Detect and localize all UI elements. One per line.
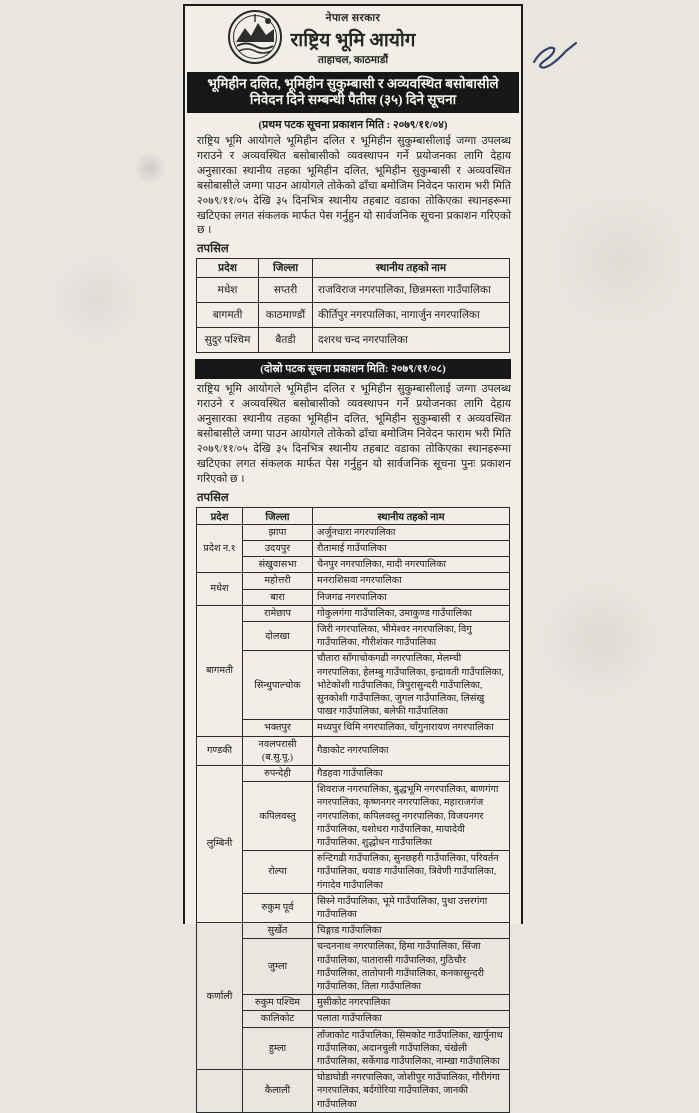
province-cell: प्रदेश न.१ [197, 524, 243, 573]
locals-cell: गैडहवा गाउँपालिका [313, 765, 510, 781]
table-row [197, 893, 510, 922]
pen-check-mark [528, 38, 590, 86]
district-cell: काठमाण्डौं [259, 303, 313, 328]
locals-cell: चिङ्गाड गाउँपालिका [313, 923, 510, 939]
locals-cell: दशरथ चन्द नगरपालिका [313, 328, 510, 353]
table-row [197, 765, 510, 781]
district-cell: महोत्तरी [243, 573, 313, 589]
district-cell: सिन्धुपाल्चोक [243, 651, 313, 720]
table-row [197, 651, 510, 720]
province-cell: मधेश [197, 573, 243, 605]
district-cell: बारा [243, 589, 313, 605]
table-row [197, 720, 510, 736]
district-cell: भक्तपुर [243, 720, 313, 736]
locals-cell: गोकुलगंगा गाउँपालिका, उमाकुण्ड गाउँपालिका [313, 605, 510, 621]
first-publication-date-line: (प्रथम पटक सूचना प्रकाशन मिति : २०७९/११/०४) [258, 119, 448, 131]
locals-cell: ताँजाकोट गाउँपालिका, सिमकोट गाउँपालिका, खार्पुनाथ गाउँपालिका, अदानचुली गाउँपालिका, चंखेली गाउँपालिका, सर्केगाढ गाउँपालिका, नाम्खा गाउँपालिका [313, 1027, 510, 1070]
district-cell: झापा [243, 524, 313, 540]
table-row [197, 540, 510, 556]
district-cell: सुर्खेत [243, 923, 313, 939]
notice-document [183, 4, 523, 1110]
organization-name: राष्ट्रिय भूमि आयोग [290, 30, 416, 51]
table-row [197, 328, 510, 353]
locals-cell: मुसीकोट नगरपालिका [313, 995, 510, 1011]
table-row [197, 782, 510, 851]
locals-cell: शिवराज नगरपालिका, बुद्धभूमि नगरपालिका, बाणगंगा नगरपालिका, कृष्णनगर नगरपालिका, महाराजगंज नगरपालिका, कपिलवस्तु नगरपालिका, विजयनगर गाउँपालिका, यशोधरा गाउँपालिका, मायादेवी गाउँपालिका, शुद्धोधन गाउँपालिका [313, 782, 510, 851]
province-cell: गण्डकी [197, 736, 243, 765]
local-level-header: स्थानीय तहको नाम [313, 507, 510, 524]
second-publication-banner: (दोस्रो पटक सूचना प्रकाशन मिति: २०७९/११/०८) [195, 359, 511, 379]
locals-cell: राजविराज नगरपालिका, छिन्नमस्ता गाउँपालिका [313, 278, 510, 303]
notice-title-banner [187, 72, 519, 113]
province-cell: बागमती [197, 303, 259, 328]
table-row [197, 573, 510, 589]
district-cell: कालिकोट [243, 1011, 313, 1027]
organization-address: ताहाचल, काठमाडौं [317, 55, 389, 66]
letterhead [185, 6, 521, 69]
locals-cell: रुन्टिगढी गाउँपालिका, सुनछहरी गाउँपालिका, परिवर्तन गाउँपालिका, थवाङ गाउँपालिका, त्रिवेणी गाउँपालिका, गंगादेव गाउँपालिका [313, 851, 510, 894]
second-local-levels-table [196, 507, 510, 1113]
locals-cell: चौतारा साँगाचोकगढी नगरपालिका, मेलम्ची नगरपालिका, हेलम्बु गाउँपालिका, इन्द्रावती गाउँपालिका, भोटेकोशी गाउँपालिका, त्रिपुरासुन्दरी गाउँपालिका, सुनकोशी गाउँपालिका, जुगल गाउँपालिका, लिसंखु पाखर गाउँपालिका, बलेफी गाउँपालिका [313, 651, 510, 720]
local-level-header: स्थानीय तहको नाम [313, 259, 510, 278]
notice-title-line1: भूमिहीन दलित, भूमिहीन सुकुम्बासी र अव्यवस्थित बसोबासीले [207, 76, 499, 91]
table-row [197, 939, 510, 995]
locals-cell: सिस्ने गाउँपालिका, भूमे गाउँपालिका, पुथा उत्तरगंगा गाउँपालिका [313, 893, 510, 922]
district-header: जिल्ला [243, 507, 313, 524]
notice-title-line2: निवेदन दिने सम्बन्धी पैतीस (३५) दिने सूचना [249, 92, 457, 107]
table-row [197, 589, 510, 605]
locals-cell: पलाता गाउँपालिका [313, 1011, 510, 1027]
table-row [197, 605, 510, 621]
district-cell: नवलपरासी (ब.सु.पू.) [243, 736, 313, 765]
district-cell: संखुवासभा [243, 557, 313, 573]
table-header-row [197, 507, 510, 524]
table-row [197, 524, 510, 540]
locals-cell: अर्जुनधारा नगरपालिका [313, 524, 510, 540]
table-row [197, 1070, 510, 1113]
table-row [197, 736, 510, 765]
province-cell: कर्णाली [197, 923, 243, 1070]
government-name: नेपाल सरकार [325, 13, 381, 24]
table-row [197, 995, 510, 1011]
province-cell: सुदुर पश्चिम [197, 328, 259, 353]
locals-cell: जिरी नगरपालिका, भीमेश्वर नगरपालिका, विगु गाउँपालिका, गौरीशंकर गाउँपालिका [313, 621, 510, 650]
district-header: जिल्ला [259, 259, 313, 278]
first-tapasil-label: तपसिल [197, 243, 229, 256]
first-notice-body: राष्ट्रिय भूमि आयोगले भूमिहीन दलित र भूमिहीन सुकुम्बासीलाई जग्गा उपलब्ध गराउने र अव्यवस्थित बसोबासीको व्यवस्थापन गर्ने प्रयोजनका लागि देहाय अनुसारका स्थानीय तहका भूमिहीन दलित, भूमिहीन सुकुम्बासी र अव्यवस्थित बसोबासीले जग्गा पाउन आयोगले तोकेको ढाँचा बमोजिम निवेदन फाराम भरी मिति २०७९/११/०५ देखि ३५ दिनभित्र स्थानीय तहबाट वडाका तोकिएका स्थानहरूमा खटिएका लगत संकलक मार्फत पेस गर्नुहुन यो सार्वजनिक सूचना प्रकाशन गरिएको छ । [197, 135, 511, 237]
table-row [197, 303, 510, 328]
province-header: प्रदेश [197, 259, 259, 278]
locals-cell: कीर्तिपुर नगरपालिका, नागार्जुन नगरपालिका [313, 303, 510, 328]
district-cell: रामेछाप [243, 605, 313, 621]
locals-cell: मनराशिसवा नगरपालिका [313, 573, 510, 589]
district-cell: रोल्पा [243, 851, 313, 894]
locals-cell: चन्दननाथ नगरपालिका, हिमा गाउँपालिका, सिंजा गाउँपालिका, पातारासी गाउँपालिका, गुठिचौर गाउँपालिका, तातोपानी गाउँपालिका, कनकासुन्दरी गाउँपालिका, तिला गाउँपालिका [313, 939, 510, 995]
locals-cell: गैडाकोट नगरपालिका [313, 736, 510, 765]
first-local-levels-table [196, 258, 510, 353]
table-row [197, 621, 510, 650]
locals-cell: मध्यपुर थिमि नगरपालिका, चाँगुनारायण नगरपालिका [313, 720, 510, 736]
district-cell: बैतडी [259, 328, 313, 353]
table-row [197, 851, 510, 894]
province-header: प्रदेश [197, 507, 243, 524]
second-tapasil-label: तपसिल [197, 491, 229, 504]
table-row [197, 923, 510, 939]
district-cell: कैलाली [243, 1070, 313, 1113]
district-cell: रुकुम पश्चिम [243, 995, 313, 1011]
table-header-row [197, 259, 510, 278]
district-cell: हुम्ला [243, 1027, 313, 1070]
table-row [197, 1011, 510, 1027]
province-cell: मधेश [197, 278, 259, 303]
locals-cell: निजगढ नगरपालिका [313, 589, 510, 605]
locals-cell: चैनपुर नगरपालिका, मादी नगरपालिका [313, 557, 510, 573]
national-emblem-icon [223, 8, 287, 66]
district-cell: रुपन्देही [243, 765, 313, 781]
district-cell: दोलखा [243, 621, 313, 650]
province-cell [197, 1070, 243, 1113]
district-cell: उदयपुर [243, 540, 313, 556]
district-cell: सप्तरी [259, 278, 313, 303]
locals-cell: रौतामाई गाउँपालिका [313, 540, 510, 556]
table-row [197, 557, 510, 573]
table-row [197, 1027, 510, 1070]
table-row [197, 278, 510, 303]
district-cell: रुकुम पूर्व [243, 893, 313, 922]
province-cell: बागमती [197, 605, 243, 736]
province-cell: लुम्बिनी [197, 765, 243, 922]
district-cell: जुम्ला [243, 939, 313, 995]
district-cell: कपिलवस्तु [243, 782, 313, 851]
second-notice-body: राष्ट्रिय भूमि आयोगले भूमिहीन दलित र भूमिहीन सुकुम्बासीलाई जग्गा उपलब्ध गराउने र अव्यवस्थित बसोबासीको व्यवस्थापन गर्ने प्रयोजनका लागि देहाय अनुसारका स्थानीय तहका भूमिहीन दलित, भूमिहीन सुकुम्बासी र अव्यवस्थित बसोबासीले जग्गा पाउन आयोगले तोकेको ढाँचा बमोजिम निवेदन फाराम भरी मिति २०७९/११/०५ देखि ३५ दिनभित्र स्थानीय तहबाट वडाका तोकिएका स्थानहरूमा खटिएका लगत संकलक मार्फत पेस गर्नुहुन यो सार्वजनिक सूचना पुनः प्रकाशन गरिएको छ । [197, 383, 511, 485]
locals-cell: घोडाघोडी नगरपालिका, जोशीपुर गाउँपालिका, गौरीगंगा नगरपालिका, बर्दगोरिया गाउँपालिका, जानकी गाउँपालिका [313, 1070, 510, 1113]
